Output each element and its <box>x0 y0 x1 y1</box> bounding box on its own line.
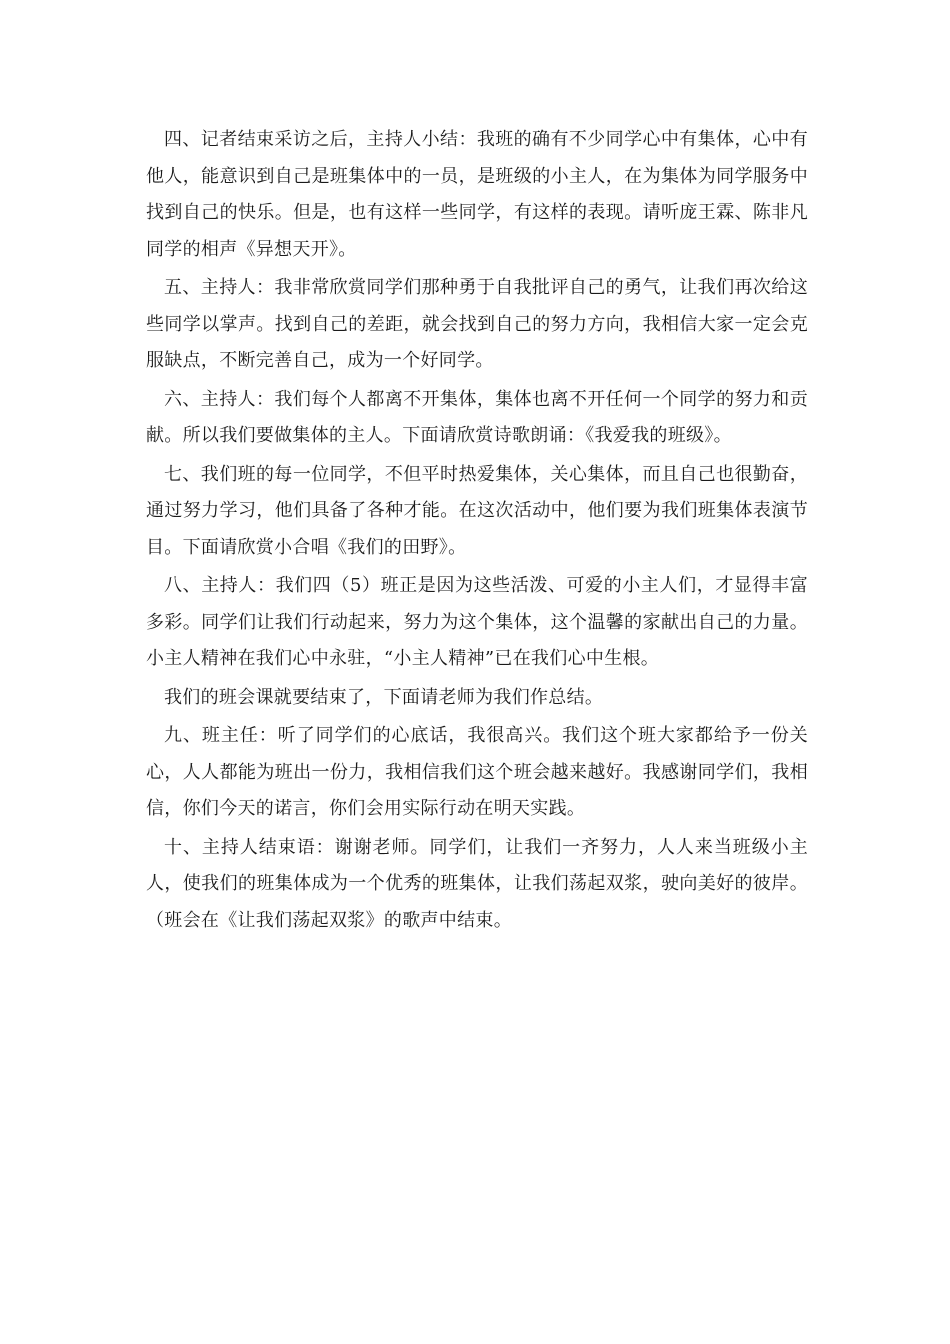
document-page <box>146 122 808 941</box>
paragraph-9: 九、班主任：听了同学们的心底话，我很高兴。我们这个班大家都给予一份关心，人人都能为班出一份力，我相信我们这个班会越来越好。我感谢同学们，我相信，你们今天的诺言，你们会用实际行动在明天实践。 <box>146 725 808 819</box>
paragraph-7: 七、我们班的每一位同学，不但平时热爱集体，关心集体，而且自己也很勤奋，通过努力学习，他们具备了各种才能。在这次活动中，他们要为我们班集体表演节目。下面请欣赏小合唱《我们的田野》。 <box>146 463 808 558</box>
paragraph-10: 十、主持人结束语：谢谢老师。同学们，让我们一齐努力，人人来当班级小主人，使我们的班集体成为一个优秀的班集体，让我们荡起双浆，驶向美好的彼岸。（班会在《让我们荡起双浆》的歌声中结束。 <box>146 836 808 931</box>
paragraph-8: 八、主持人：我们四（5）班正是因为这些活泼、可爱的小主人们，才显得丰富多彩。同学们让我们行动起来，努力为这个集体，这个温馨的家献出自己的力量。小主人精神在我们心中永驻，“小主人精神”已在我们心中生根。 <box>146 575 808 669</box>
paragraph-4: 四、记者结束采访之后，主持人小结：我班的确有不少同学心中有集体，心中有他人，能意识到自己是班集体中的一员，是班级的小主人，在为集体为同学服务中找到自己的快乐。但是，也有这样一些同学，有这样的表现。请听庞王霖、陈非凡同学的相声《异想天开》。 <box>146 129 808 260</box>
paragraph-closing-intro: 我们的班会课就要结束了，下面请老师为我们作总结。 <box>164 686 604 708</box>
paragraph-5: 五、主持人：我非常欣赏同学们那种勇于自我批评自己的勇气，让我们再次给这些同学以掌声。找到自己的差距，就会找到自己的努力方向，我相信大家一定会克服缺点，不断完善自己，成为一个好同学。 <box>146 277 808 371</box>
paragraph-6: 六、主持人：我们每个人都离不开集体，集体也离不开任何一个同学的努力和贡献。所以我们要做集体的主人。下面请欣赏诗歌朗诵：《我爱我的班级》。 <box>146 388 808 446</box>
